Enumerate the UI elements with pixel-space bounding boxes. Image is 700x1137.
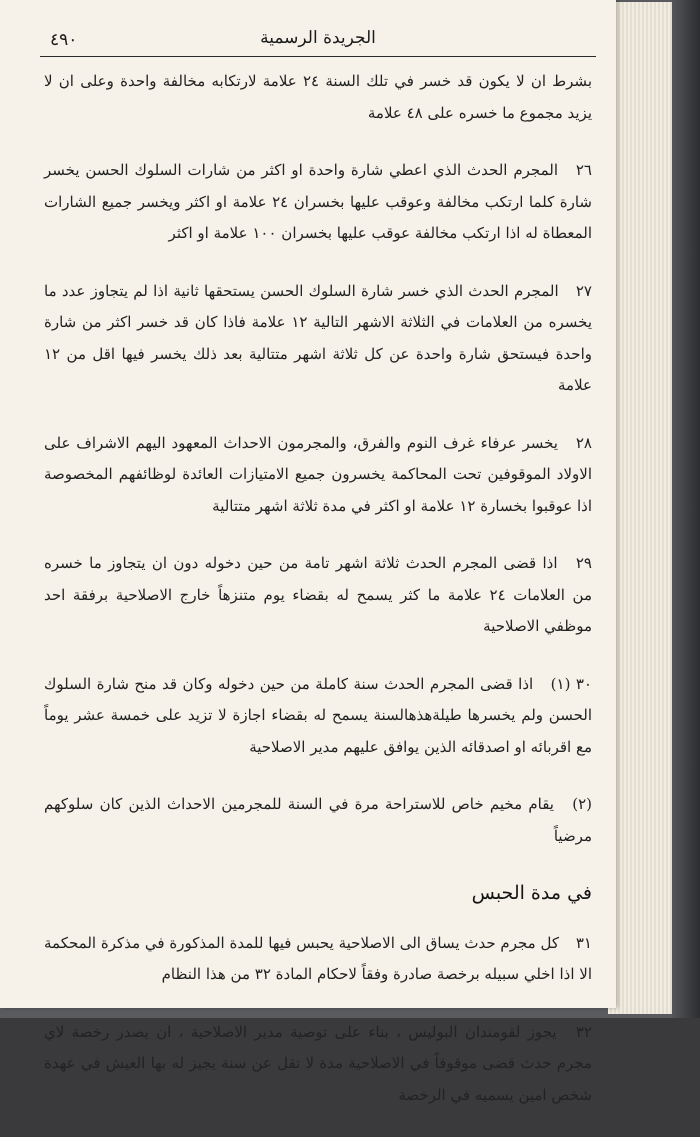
section-heading: في مدة الحبس bbox=[471, 882, 592, 904]
article-number: (٢) bbox=[572, 795, 592, 813]
paragraph-text: كل مجرم حدث يساق الى الاصلاحية يحبس فيها للمدة المذكورة في مذكرة المحكمة الا اذا اخلي سبيله برخصة صادرة وفقاً لاحكام المادة ٣٢ من هذا النظام bbox=[44, 933, 592, 983]
paragraph-text: بشرط ان لا يكون قد خسر في تلك السنة ٢٤ علامة لارتكابه مخالفة واحدة وعلى ان لا يزيد مجموع ما خسره على ٤٨ علامة bbox=[44, 72, 592, 122]
article-number: ٢٨ bbox=[575, 433, 592, 452]
paragraph-continuation bbox=[44, 66, 592, 129]
page-number: ٤٩٠ bbox=[50, 30, 78, 50]
header-rule bbox=[40, 56, 596, 57]
article-32 bbox=[44, 1017, 592, 1112]
article-number: ٢٦ bbox=[575, 161, 592, 179]
article-29 bbox=[44, 548, 592, 643]
article-28 bbox=[44, 428, 592, 523]
body-text bbox=[44, 66, 592, 1137]
article-number: ٢٩ bbox=[575, 554, 592, 572]
paragraph-text: اذا قضى المجرم الحدث سنة كاملة من حين دخوله وكان قد منح شارة السلوك الحسن ولم يخسرها طيلةهذهالسنة يسمح له بقضاء اجازة لا تزيد على خمسة عشر يوماً مع اقربائه او اصدقائه الذين يوافق عليهم مدير الاصلاحية bbox=[44, 674, 592, 756]
paragraph-text: يخسر عرفاء غرف النوم والفرق، والمجرمون الاحداث المعهود اليهم الاشراف على الاولاد الموقوفين تحت المحاكمة يخسرون جميع الامتيازات العائدة لوظائفهم المخصوصة اذا عوقبوا بخسارة ١٢ علامة او اكثر في مدة ثلاثة اشهر متتالية bbox=[44, 433, 592, 515]
journal-title: الجريدة الرسمية bbox=[260, 28, 376, 48]
article-number: ٣٢ bbox=[575, 1022, 592, 1041]
paragraph-text: يجوز لقومندان البوليس ، بناء على توصية مدير الاصلاحية ، ان يصدر رخصة لاي مجرم حدث قضى موقوفاً في الاصلاحية مدة لا تقل عن سنة يجيز له بها العيش في عهدة شخص امين يسميه في الرخصة bbox=[44, 1022, 592, 1104]
article-number: ٢٧ bbox=[575, 281, 592, 300]
paragraph-text: اذا قضى المجرم الحدث ثلاثة اشهر تامة من حين دخوله دون ان يتجاوز ما خسره من العلامات ٢٤ علامة ما كثر يسمح له بقضاء يوم متنزهاً خارج الاصلاحية برفقة احد موظفي الاصلاحية bbox=[44, 554, 592, 635]
running-header bbox=[40, 26, 596, 56]
paragraph-text: المجرم الحدث الذي خسر شارة السلوك الحسن يستحقها ثانية اذا لم يتجاوز عدد ما يخسره من العلامات في الثلاثة الاشهر التالية ١٢ علامة فاذا كان قد خسر اكثر من شارة واحدة فيستحق شارة واحدة عن كل ثلاثة اشهر متتالية بعد ذلك يخسر فيها اقل من ١٢ علامة bbox=[44, 281, 592, 394]
book-cover-edge bbox=[672, 0, 700, 1018]
paragraph-text: يقام مخيم خاص للاستراحة مرة في السنة للمجرمين الاحداث الذين كان سلوكهم مرضياً bbox=[44, 795, 592, 845]
paragraph-text: المجرم الحدث الذي اعطي شارة واحدة او اكثر من شارات السلوك الحسن يخسر شارة كلما ارتكب مخالفة وعوقب عليها بخسران ٢٤ علامة او اكثر ويخسر جميع الشارات المعطاة له اذا ارتكب مخالفة عوقب عليها بخسران ١٠٠ علامة او اكثر bbox=[44, 161, 592, 242]
article-27 bbox=[44, 276, 592, 402]
article-30-2 bbox=[44, 789, 592, 852]
article-30-1 bbox=[44, 669, 592, 764]
article-number: ٣٠ (١) bbox=[550, 674, 592, 693]
article-26 bbox=[44, 155, 592, 250]
article-number: ٣١ bbox=[575, 933, 592, 952]
article-31 bbox=[44, 928, 592, 991]
book-page-edges bbox=[608, 2, 675, 1014]
